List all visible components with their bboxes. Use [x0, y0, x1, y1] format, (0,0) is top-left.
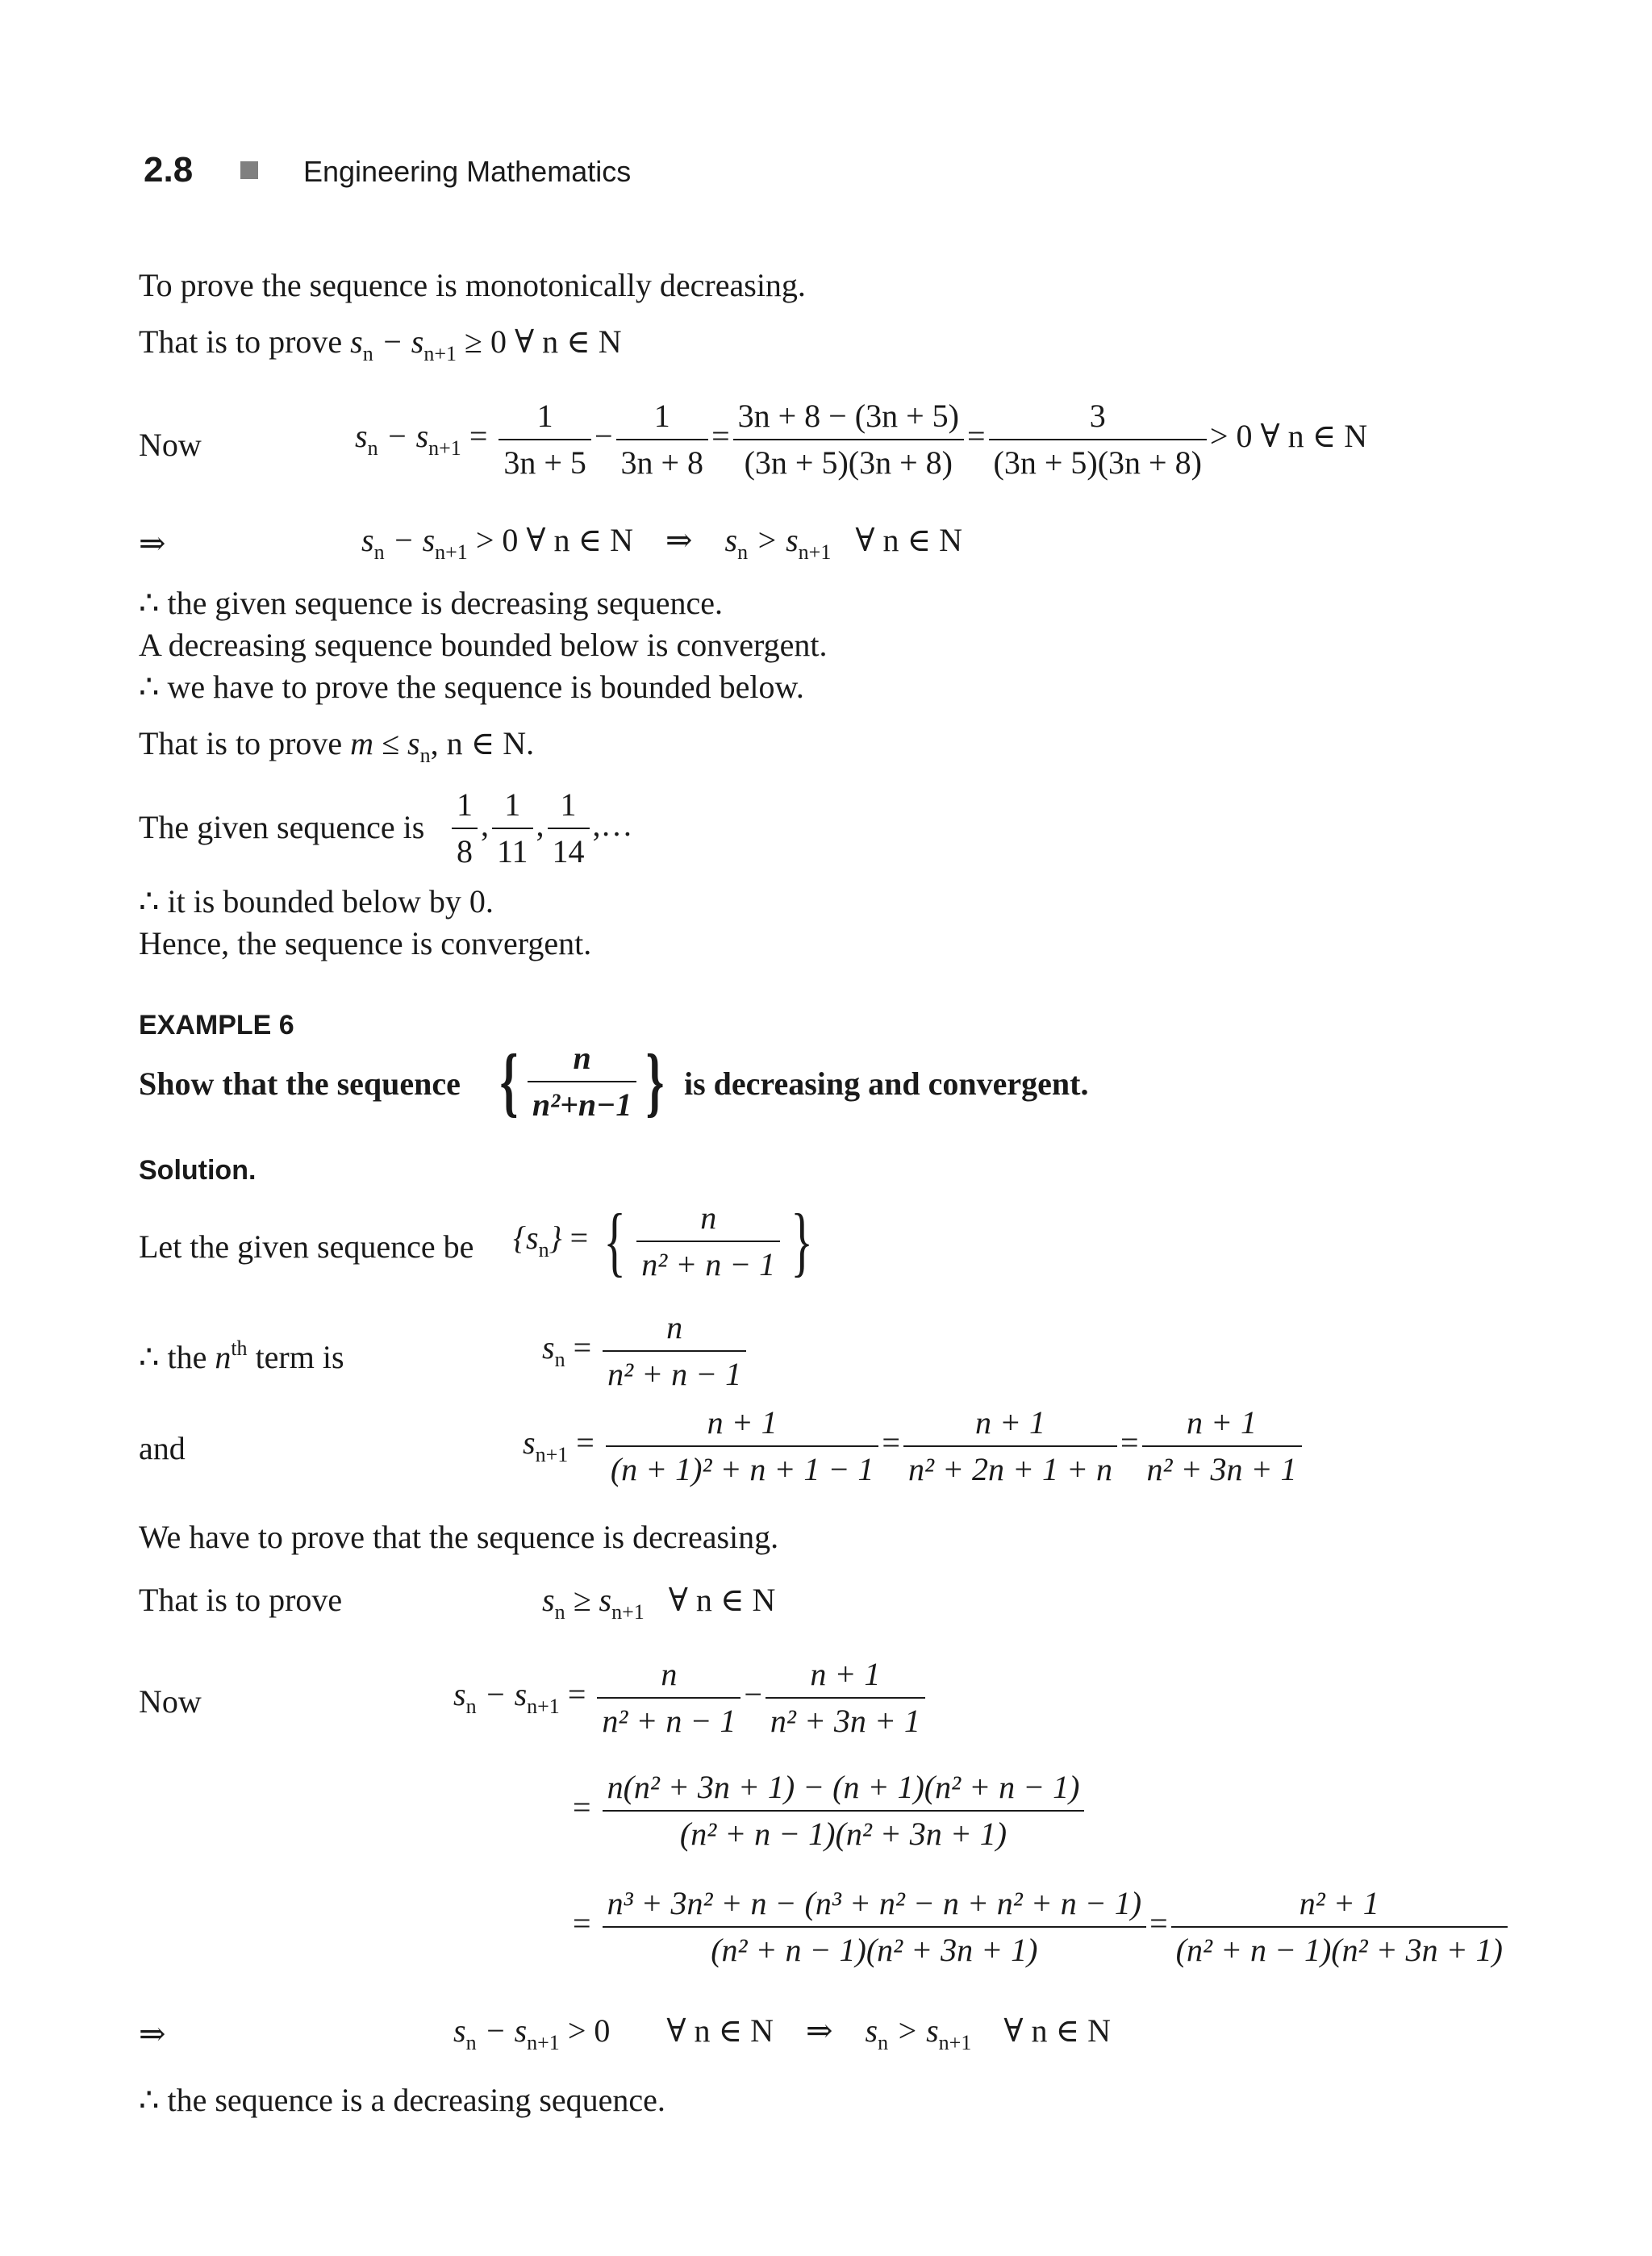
prove-inequality: $s_n \ge s_{n+1}$ ∀ n ∈ N — [542, 1582, 776, 1624]
given-seq-label: The given sequence is — [139, 809, 425, 845]
page-number: 2.8 — [144, 150, 194, 190]
running-title: Engineering Mathematics — [303, 155, 632, 188]
conclusion: ∴ the sequence is a decreasing sequence. — [139, 2082, 665, 2118]
text-line: That is to prove $m \le s_n$, n ∈ N. — [139, 725, 535, 767]
text-line: That is to prove — [139, 1582, 343, 1618]
implication-line: $s_n - s_{n+1} > 0$ ∀ n ∈ N ⇒ $s_n > s_{n+1}$ ∀ n ∈ N — [361, 522, 962, 564]
text-line: ∴ it is bounded below by 0. — [139, 883, 494, 919]
sn1-equation: $s_{n+1}$ = $\frac{n + 1}{\text{(n + 1)² + n + 1 − 1}}$ = $\frac{n + 1}{\text{n² + 2n + 1 + n}}$ = $\frac{n + 1}{\text{n² + 3n + 1}}$ — [523, 1400, 1305, 1492]
diff-line-3: = $\frac{\text{n³ + 3n² + n − (n³ + n² − n + n² + n − 1)}}{\text{(n² + n − 1)(n² + 3n + 1)}}$ = $\frac{\text{n² + 1}}{\text{(n² + n − 1)(n² + 3n + 1)}}$ — [573, 1881, 1511, 1973]
text-line: A decreasing sequence bounded below is convergent. — [139, 627, 828, 663]
let-equation: $\{s_n\}$ = { $\frac{n}{\text{n² + n − 1}}$ } — [513, 1195, 820, 1287]
final-implication: $s_n - s_{n+1} > 0$ ∀ n ∈ N ⇒ $s_n > s_{n+1}$ ∀ n ∈ N — [453, 2012, 1111, 2054]
given-sequence: $\frac{1}{8}$ , $\frac{1}{11}$ , $\frac{1}{14}$ ,… — [448, 782, 633, 874]
diff-line-2: = $\frac{\text{n(n² + 3n + 1) − (n + 1)(n² + n − 1)}}{\text{(n² + n − 1)(n² + 3n + 1)}}$ — [573, 1765, 1087, 1857]
example-statement-b: is decreasing and convergent. — [684, 1065, 1089, 1102]
text-line: That is to prove $s_n - s_{n+1} \ge 0$ ∀ n ∈ N — [139, 323, 622, 365]
header-square-icon — [240, 161, 258, 179]
difference-equation: $s_n - s_{n+1}$ = $\frac{1}{3n + 5}$ − $\frac{1}{3n + 8}$ = $\frac{3n + 8 - (3n + 5)}{(3n + 5)(3n + 8)}$ = $\frac{3}{(3n + 5)(3n + 8)}$ > 0 ∀ n ∈ N — [355, 394, 1367, 486]
solution-heading: Solution. — [139, 1155, 257, 1186]
text-line: We have to prove that the sequence is decreasing. — [139, 1519, 779, 1555]
example-heading: EXAMPLE 6 — [139, 1010, 294, 1040]
and-label: and — [139, 1430, 186, 1466]
nth-term-label: ∴ the $n^{th}$ term is — [139, 1337, 344, 1375]
now-label: Now — [139, 427, 202, 463]
let-label: Let the given sequence be — [139, 1228, 474, 1265]
now-label: Now — [139, 1683, 202, 1720]
text-line: To prove the sequence is monotonically decreasing. — [139, 267, 806, 303]
sn-equation: $s_n$ = $\frac{n}{\text{n² + n − 1}}$ — [542, 1305, 749, 1397]
implies-symbol: ⇒ — [139, 2016, 166, 2052]
example-statement-a: Show that the sequence — [139, 1065, 461, 1102]
text-line: Hence, the sequence is convergent. — [139, 925, 592, 961]
implies-symbol: ⇒ — [139, 525, 166, 561]
diff-line-1: $s_n - s_{n+1}$ = $\frac{n}{\text{n² + n − 1}}$ − $\frac{n + 1}{\text{n² + 3n + 1}}$ — [453, 1652, 928, 1744]
example-statement-math: { $\frac{n}{\text{n²+n−1}}$ } — [494, 1036, 670, 1128]
text-line: ∴ the given sequence is decreasing sequence. — [139, 585, 724, 621]
text-line: ∴ we have to prove the sequence is bounded below. — [139, 669, 804, 705]
